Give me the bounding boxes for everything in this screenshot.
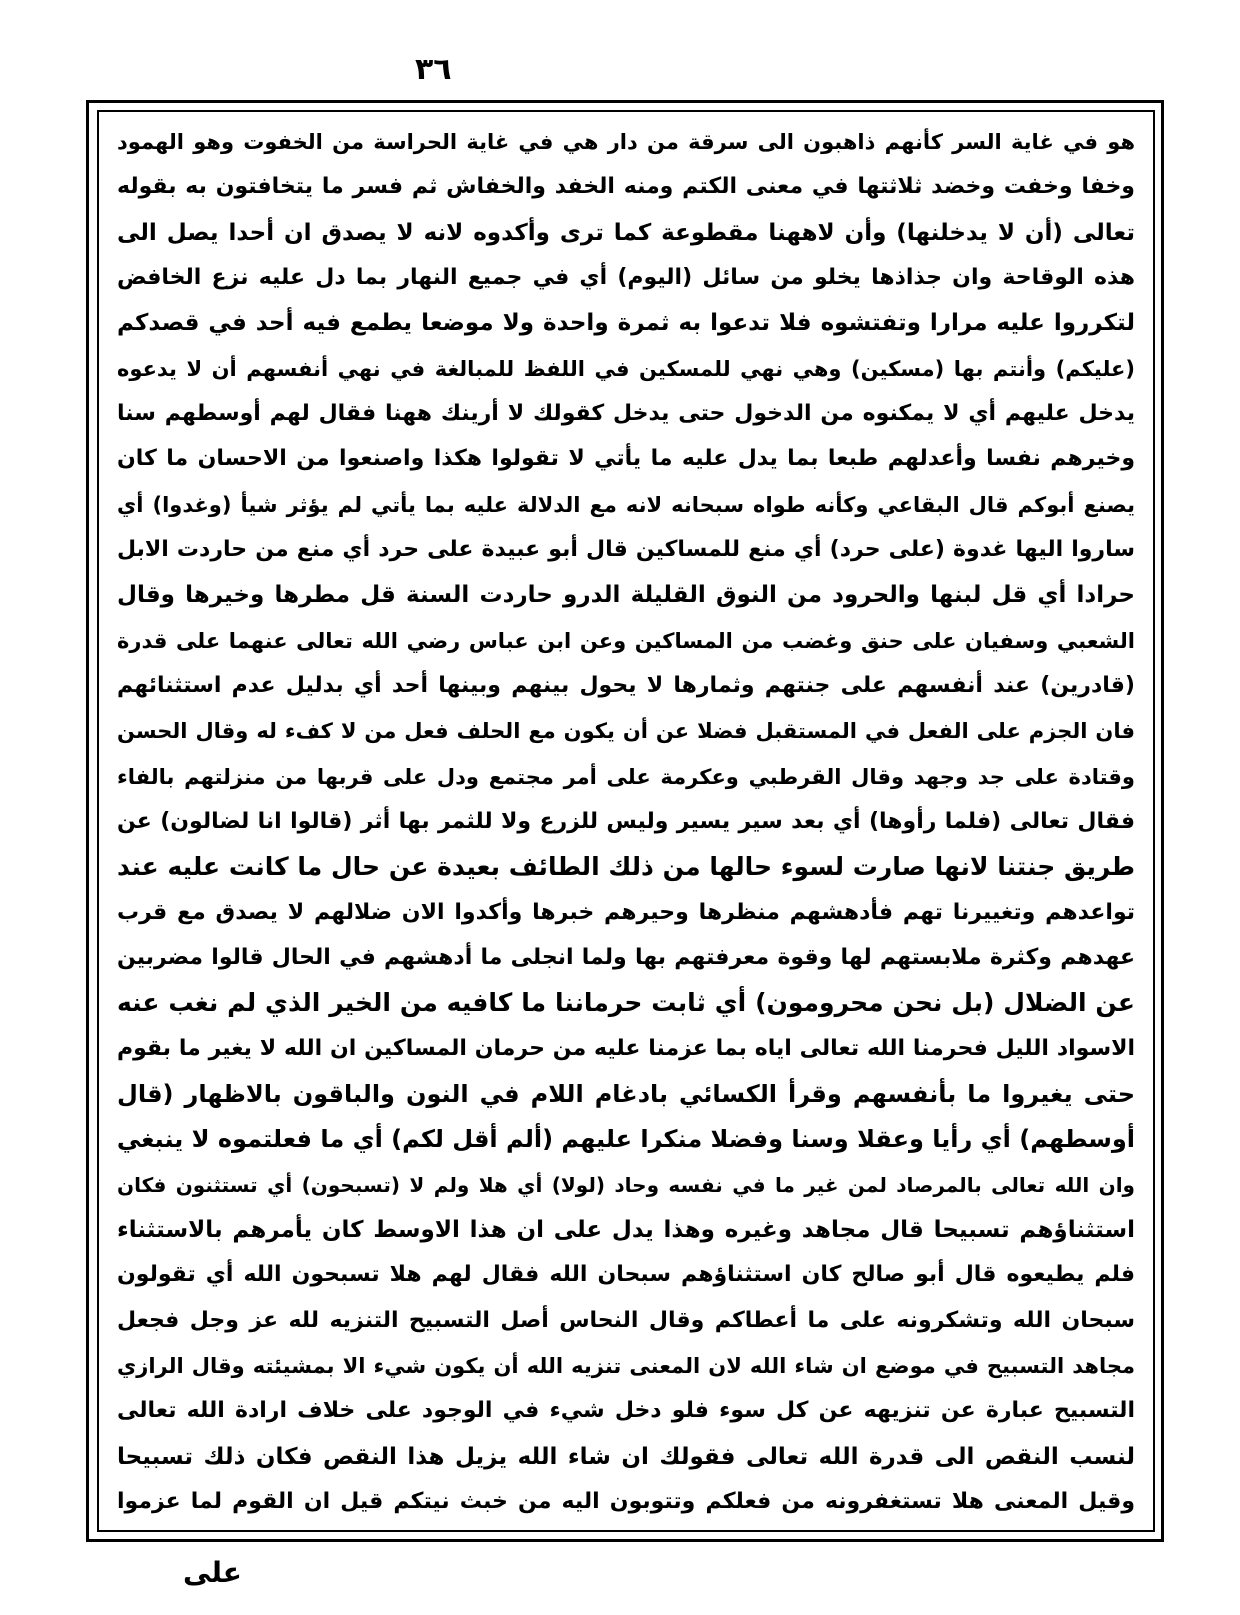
page-number: ٣٦ [415,52,452,87]
text-body [117,124,1135,1520]
text-line: فان الجزم على الفعل في المستقبل فضلا عن أن يكون مع الحلف فعل من لا كفء له وقال الحسن [117,719,1135,744]
text-line: طريق جنتنا لانها صارت لسوء حالها من ذلك الطائف بعيدة عن حال ما كانت عليه عند [117,852,1135,882]
text-line: يدخل عليهم أي لا يمكنوه من الدخول حتى يدخل كقولك لا أرينك ههنا فقال لهم أوسطهم سنا [117,400,1135,426]
text-line: (عليكم) وأنتم بها (مسكين) وهي نهي للمسكين في اللفظ للمبالغة في نهي أنفسهم أن لا يدعوه [117,356,1135,381]
text-line: ساروا اليها غدوة (على حرد) أي منع للمساكين قال أبو عبيدة على حرد أي منع من حاردت الابل [117,536,1135,562]
text-line: لتكرروا عليه مرارا وتفتشوه فلا تدعوا به ثمرة واحدة ولا موضعا يطمع فيه أحد في قصدكم [117,310,1135,337]
text-line: هو في غاية السر كأنهم ذاهبون الى سرقة من دار هي في غاية الحراسة من الخفوت وهو الهمود [117,130,1135,154]
text-line: سبحان الله وتشكرونه على ما أعطاكم وقال النحاس أصل التسبيح التنزيه لله عز وجل فجعل [117,1307,1135,1333]
text-line: وقيل المعنى هلا تستغفرونه من فعلكم وتتوبون اليه من خبث نيتكم قيل ان القوم لما عزموا [117,1488,1135,1514]
catchword: على [183,1556,242,1589]
text-line: عن الضلال (بل نحن محرومون) أي ثابت حرماننا ما كافيه من الخير الذي لم نغب عنه [117,988,1135,1018]
text-line: هذه الوقاحة وان جذاذها يخلو من سائل (اليوم) أي في جميع النهار بما دل عليه نزع الخافض [117,264,1135,290]
text-line: وخفا وخفت وخضد ثلاثتها في معنى الكتم ومنه الخفد والخفاش ثم فسر ما يتخافتون به بقوله [117,174,1135,200]
text-line: وان الله تعالى بالمرصاد لمن غير ما في نفسه وحاد (لولا) أي هلا ولم لا (تسبحون) أي تستثنون فكان [117,1172,1135,1197]
text-line: الشعبي وسفيان على حنق وغضب من المساكين وعن ابن عباس رضي الله تعالى عنهما على قدرة [117,628,1135,653]
text-line: أوسطهم) أي رأيا وعقلا وسنا وفضلا منكرا عليهم (ألم أقل لكم) أي ما فعلتموه لا ينبغي [117,1125,1135,1154]
text-line: لنسب النقص الى قدرة الله تعالى فقولك ان شاء الله يزيل هذا النقص فكان ذلك تسبيحا [117,1443,1135,1470]
text-line: تعالى (أن لا يدخلنها) وأن لاههنا مقطوعة كما ترى وأكدوه لانه لا يصدق ان أحدا يصل الى [117,219,1135,246]
text-line: (قادرين) عند أنفسهم على جنتهم وثمارها لا يحول بينهم وبينها أحد أي بدليل عدم استثنائهم [117,672,1135,698]
text-line: وخيرهم نفسا وأعدلهم طبعا بما يدل عليه ما يأتي لا تقولوا هكذا واصنعوا من الاحسان ما كان [117,446,1135,472]
text-line: فلم يطيعوه قال أبو صالح كان استثناؤهم سبحان الله فقال لهم هلا تسبحون الله أي تقولون [117,1262,1135,1288]
text-line: تواعدهم وتغييرنا تهم فأدهشهم منظرها وحيرهم خبرها وأكدوا الان ضلالهم لا يصدق مع قرب [117,899,1135,925]
text-line: استثناؤهم تسبيحا قال مجاهد وغيره وهذا يدل على ان هذا الاوسط كان يأمرهم بالاستثناء [117,1216,1135,1243]
text-line: وقتادة على جد وجهد وقال القرطبي وعكرمة على أمر مجتمع ودل على قربها من منزلتهم بالفاء [117,764,1135,789]
text-line: عهدهم وكثرة ملابستهم لها وقوة معرفتهم بها ولما انجلى ما أدهشهم في الحال قالوا مضربين [117,944,1135,970]
text-line: حتى يغيروا ما بأنفسهم وقرأ الكسائي بادغام اللام في النون والباقون بالاظهار (قال [117,1079,1135,1108]
page-text-frame [97,110,1155,1532]
text-line: فقال تعالى (فلما رأوها) أي بعد سير يسير وليس للزرع ولا للثمر بها أثر (قالوا انا لضالون) عن [117,808,1135,834]
text-line: مجاهد التسبيح في موضع ان شاء الله لان المعنى تنزيه الله أن يكون شيء الا بمشيئته وقال الرازي [117,1353,1135,1378]
text-line: التسبيح عبارة عن تنزيهه عن كل سوء فلو دخل شيء في الوجود على خلاف ارادة الله تعالى [117,1398,1135,1424]
text-line: الاسواد الليل فحرمنا الله تعالى اياه بما عزمنا عليه من حرمان المساكين ان الله لا يغير ما بقوم [117,1035,1135,1061]
text-line: يصنع أبوكم قال البقاعي وكأنه طواه سبحانه لانه مع الدلالة عليه بما يأتي لم يؤثر شيأ (وغدوا) أي [117,492,1135,517]
text-line: حرادا أي قل لبنها والحرود من النوق القليلة الدرو حاردت السنة قل مطرها وخيرها وقال [117,582,1135,609]
